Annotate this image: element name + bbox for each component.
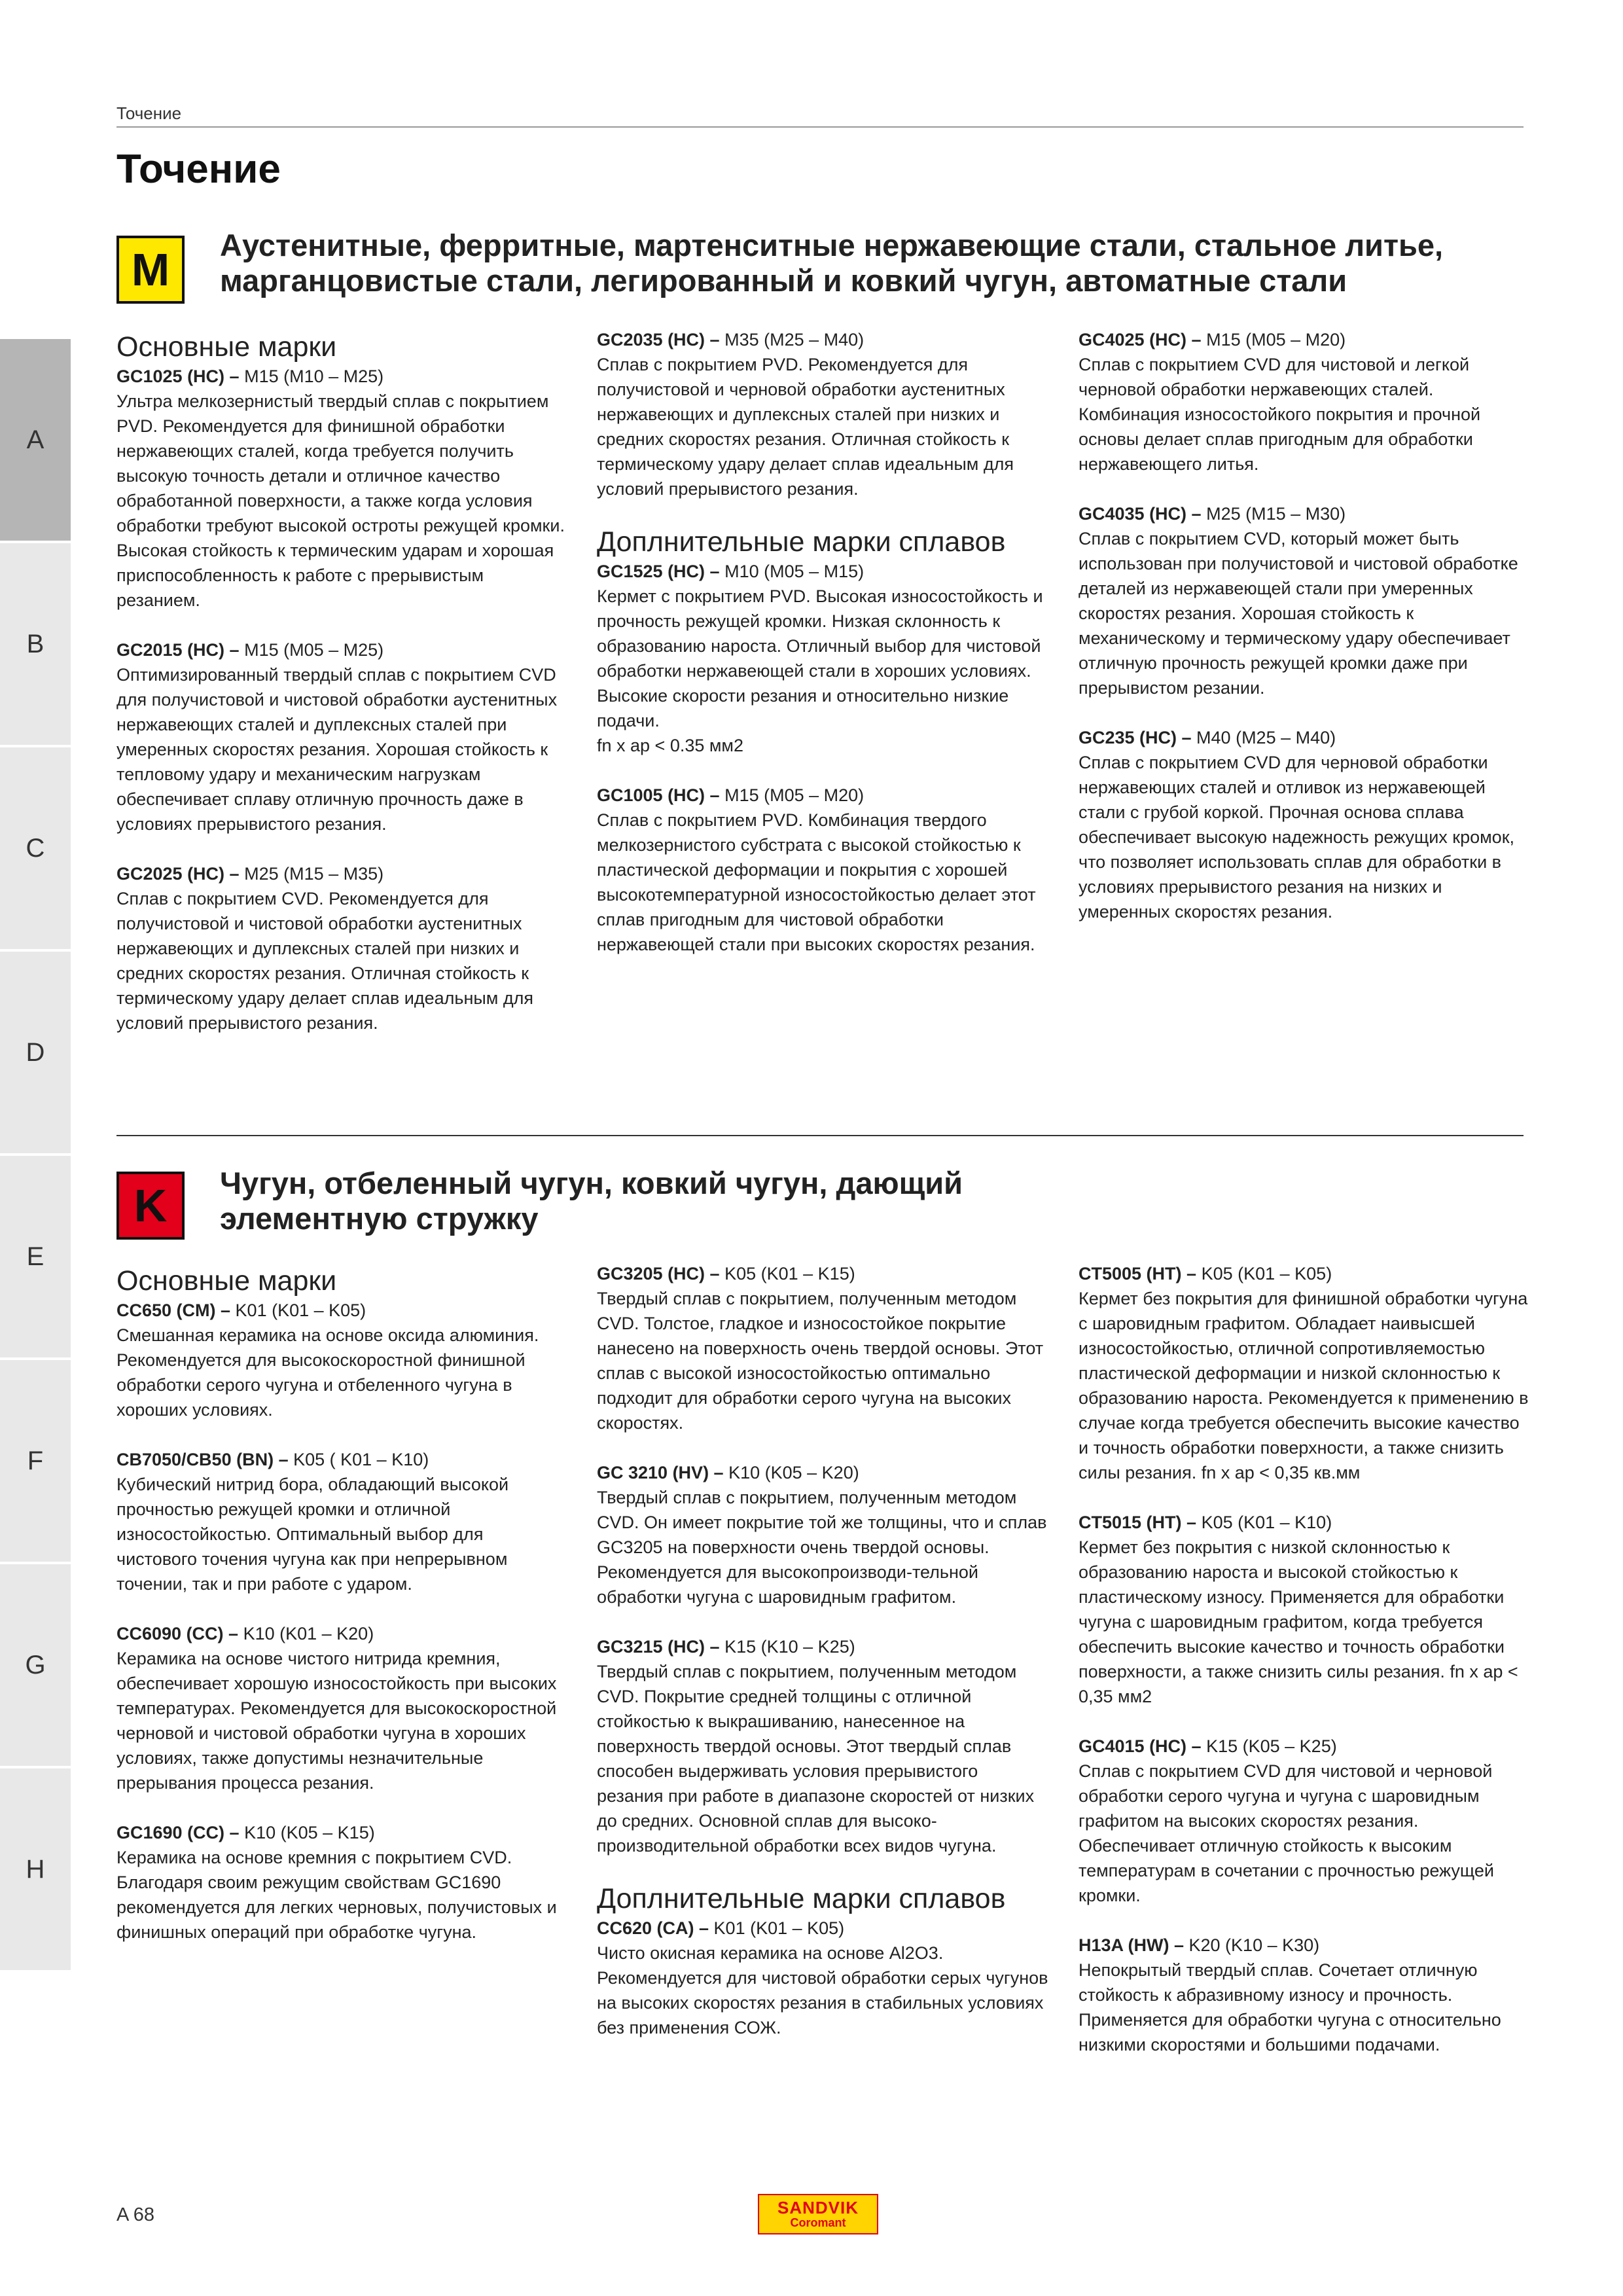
- grade-range: M25 (M15 – M35): [239, 864, 384, 884]
- grade-description: Твердый сплав с покрытием, полученным методом CVD. Толстое, гладкое и износостойкое покрытие нанесено на поверхность очень твердой основы. Этот сплав с высокой износостойкостью оптимально подходит для обработки серого чугуна на высоких скоростях.: [597, 1289, 1044, 1433]
- grade-code: GC235 (HC) –: [1079, 728, 1192, 747]
- grade-description: Оптимизированный твердый сплав с покрытием CVD для получистовой и чистовой обработки аустенитных нержавеющих сталей и дуплексных сталей при умеренных скоростях резания. Хорошая стойкость к тепловому удару и механическим нагрузкам обеспечивает сплаву отличную прочность даже в условиях прерывистого резания.: [116, 665, 558, 834]
- grade-code: GC1005 (HC) –: [597, 785, 720, 805]
- grade-code: GC4025 (HC) –: [1079, 330, 1202, 350]
- section-k-column-2: [597, 1261, 1048, 2065]
- subheading: Доплнительные марки сплавов: [597, 1883, 1006, 1914]
- grade-description: Кермет без покрытия для финишной обработки чугуна с шаровидным графитом. Обладает наивысшей износостойкостью, отличной сопротивляемостью пластической деформации и низкой склонностью к образованию нароста. Рекомендуется к применению в случае когда требуется обеспечить высокие качество и точность обработки поверхности, а также снизить силы резания. fn x ap < 0,35 кв.мм: [1079, 1289, 1529, 1482]
- grade-description: Непокрытый твердый сплав. Сочетает отличную стойкость к абразивному износу и прочность. Применяется для обработки чугуна с относительно низкими скоростями и большими подачами.: [1079, 1960, 1501, 2054]
- grade-description: Сплав с покрытием CVD для черновой обработки нержавеющих сталей и отливок из нержавеющей стали с грубой коркой. Прочная основа сплава обеспечивает высокую надежность режущих кромок, что позволяет использовать сплав для обработки в условиях прерывистого резания на низких и умеренных скоростях резания.: [1079, 753, 1515, 922]
- page-number: A 68: [116, 2204, 155, 2225]
- grade-entry: [1079, 1261, 1530, 1485]
- heading-line: Чугун, отбеленный чугун, ковкий чугун, дающий: [220, 1166, 963, 1200]
- material-badge-m: M: [116, 236, 185, 304]
- grade-entry: [1079, 327, 1530, 476]
- section-m-column-1: [116, 331, 568, 1060]
- side-tab-d[interactable]: D: [0, 952, 71, 1153]
- grade-note: fn x ap < 0.35 мм2: [597, 736, 744, 755]
- side-tab-e[interactable]: E: [0, 1156, 71, 1357]
- grade-range: M35 (M25 – M40): [719, 330, 865, 350]
- grade-description: Сплав с покрытием CVD. Рекомендуется для получистовой и чистовой обработки аустенитных нержавеющих и дуплексных сталей при низких и средних скоростях резания. Отличная стойкость к термическому удару делает сплав идеальным для условий прерывистого резания.: [116, 889, 533, 1033]
- section-heading-m: [220, 228, 1516, 298]
- section-m-column-2: [597, 327, 1048, 982]
- grade-range: K05 ( K01 – K10): [288, 1450, 429, 1469]
- grade-range: M40 (M25 – M40): [1191, 728, 1336, 747]
- grade-description: Сплав с покрытием PVD. Комбинация твердого мелкозернистого субстрата с высокой стойкостью к пластической деформации и покрытия с хорошей высокотемпературной износостойкостью делает этот сплав пригодным для чистовой обработки нержавеющей стали при высоких скоростях резания.: [597, 810, 1036, 954]
- section-heading-k: [220, 1166, 1516, 1236]
- grade-code: GC1690 (CC) –: [116, 1823, 240, 1842]
- grade-code: H13A (HW) –: [1079, 1935, 1185, 1955]
- grade-range: K05 (K01 – K15): [719, 1264, 855, 1283]
- grade-description: Сплав с покрытием CVD, который может быть использован при получистовой и чистовой обработке деталей из нержавеющей стали при умеренных скоростях резания. Хорошая стойкость к механическому и термическому удару обеспечивает отличную прочность режущей кромки даже при прерывистом резании.: [1079, 529, 1518, 698]
- grade-code: CT5005 (HT) –: [1079, 1264, 1197, 1283]
- grade-description: Твердый сплав с покрытием, полученным методом CVD. Он имеет покрытие той же толщины, что и сплав GC3205 на поверхности очень твердой основы. Рекомендуется для высокопроизводи-тельной обработки чугуна с шаровидным графитом.: [597, 1488, 1047, 1607]
- side-tab-b[interactable]: B: [0, 543, 71, 745]
- grade-entry: [116, 1298, 568, 1422]
- material-badge-k: K: [116, 1172, 185, 1240]
- logo-wordmark: SANDVIK: [777, 2198, 859, 2217]
- grade-code: GC4015 (HC) –: [1079, 1736, 1202, 1756]
- grade-code: GC2015 (HC) –: [116, 640, 240, 660]
- grade-code: GC1525 (HC) –: [597, 562, 720, 581]
- grade-description: Смешанная керамика на основе оксида алюминия. Рекомендуется для высокоскоростной финишной обработки серого чугуна и отбеленного чугуна в хороших условиях.: [116, 1325, 539, 1420]
- grade-description: Сплав с покрытием PVD. Рекомендуется для получистовой и черновой обработки аустенитных нержавеющих и дуплексных сталей при низких и средних скоростях резания. Отличная стойкость к термическому удару делает сплав идеальным для условий прерывистого резания.: [597, 355, 1014, 499]
- grade-range: M15 (M10 – M25): [239, 367, 384, 386]
- grade-entry: [597, 559, 1048, 758]
- grade-code: CC620 (CA) –: [597, 1918, 709, 1938]
- heading-line: элементную стружку: [220, 1201, 539, 1236]
- grade-code: CT5015 (HT) –: [1079, 1513, 1197, 1532]
- grade-code: GC1025 (HC) –: [116, 367, 240, 386]
- grade-range: K01 (K01 – K05): [709, 1918, 845, 1938]
- grade-description: Сплав с покрытием CVD для чистовой и черновой обработки серого чугуна и чугуна с шаровидным графитом на высоких скоростях резания. Обеспечивает отличную стойкость к высоким температурам в сочетании с прочностью режущей кромки.: [1079, 1761, 1494, 1905]
- grade-entry: [1079, 501, 1530, 700]
- grade-range: M10 (M05 – M15): [719, 562, 865, 581]
- grade-code: GC3205 (HC) –: [597, 1264, 720, 1283]
- grade-description: Твердый сплав с покрытием, полученным методом CVD. Покрытие средней толщины с отличной стойкостью к выкрашиванию, нанесенное на поверхность твердой основы. Этот твердый сплав способен выдерживать условия прерывистого резания при работе в диапазоне скоростей от низких до средних. Основной сплав для высоко-производительной обработки всех видов чугуна.: [597, 1662, 1035, 1856]
- grade-entry: [597, 1634, 1048, 1858]
- grade-description: Чисто окисная керамика на основе Al2O3. Рекомендуется для чистовой обработки серых чугунов на высоких скоростях резания в стабильных условиях без применения СОЖ.: [597, 1943, 1048, 2037]
- grade-code: GC2035 (HC) –: [597, 330, 720, 350]
- grade-entry: [597, 1261, 1048, 1435]
- section-m-column-3: [1079, 327, 1530, 949]
- grade-entry: [116, 637, 568, 836]
- sandvik-coromant-logo: [758, 2194, 878, 2234]
- grade-code: GC2025 (HC) –: [116, 864, 240, 884]
- grade-entry: [116, 1447, 568, 1596]
- grade-entry: [1079, 1734, 1530, 1908]
- header-divider: [116, 126, 1524, 128]
- grade-range: K15 (K05 – K25): [1201, 1736, 1337, 1756]
- grade-range: K05 (K01 – K10): [1196, 1513, 1332, 1532]
- grade-entry: [597, 1916, 1048, 2040]
- grade-entry: [597, 1460, 1048, 1609]
- grade-entry: [597, 327, 1048, 501]
- grade-description: Кермет с покрытием PVD. Высокая износостойкость и прочность режущей кромки. Низкая склонность к образованию нароста. Отличный выбор для чистовой обработки нержавеющей стали в хороших условиях. Высокие скорости резания и относительно низкие подачи.: [597, 586, 1043, 730]
- grade-range: M15 (M05 – M20): [719, 785, 865, 805]
- section-k-column-3: [1079, 1261, 1530, 2082]
- grade-entry: [597, 783, 1048, 957]
- side-tab-f[interactable]: F: [0, 1360, 71, 1562]
- grade-description: Кубический нитрид бора, обладающий высокой прочностью режущей кромки и отличной износостойкостью. Оптимальный выбор для чистового точения чугуна как при непрерывном точении, так и при работе с ударом.: [116, 1475, 509, 1594]
- side-tab-nav: [0, 339, 71, 1973]
- grade-range: K01 (K01 – K05): [230, 1300, 366, 1320]
- grade-range: M25 (M15 – M30): [1201, 504, 1346, 524]
- side-tab-h[interactable]: H: [0, 1768, 71, 1970]
- side-tab-c[interactable]: C: [0, 747, 71, 949]
- logo-subline: Coromant: [790, 2216, 846, 2229]
- subheading: Основные марки: [116, 331, 337, 363]
- grade-range: K05 (K01 – K05): [1196, 1264, 1332, 1283]
- grade-range: M15 (M05 – M25): [239, 640, 384, 660]
- grade-entry: [1079, 1510, 1530, 1709]
- grade-range: K10 (K01 – K20): [238, 1624, 374, 1643]
- grade-description: Сплав с покрытием CVD для чистовой и легкой черновой обработки нержавеющих сталей. Комбинация износостойкого покрытия и прочной основы делает сплав пригодным для обработки нержавеющего литья.: [1079, 355, 1481, 474]
- breadcrumb: Точение: [116, 103, 182, 123]
- grade-range: M15 (M05 – M20): [1201, 330, 1346, 350]
- page-title: Точение: [116, 147, 281, 192]
- grade-range: K15 (K10 – K25): [719, 1637, 855, 1657]
- grade-entry: [116, 1621, 568, 1795]
- grade-description: Ультра мелкозернистый твердый сплав с покрытием PVD. Рекомендуется для финишной обработки нержавеющих сталей, когда требуется получить высокую точность детали и отличное качество обработанной поверхности, а также когда условия обработки требуют высокой остроты режущей кромки. Высокая стойкость к термическим ударам и хорошая приспособленность к работе с прерывистым резанием.: [116, 391, 565, 610]
- grade-description: Кермет без покрытия с низкой склонностью к образованию нароста и высокой стойкостью к пластическому износу. Применяется для обработки чугуна с шаровидным графитом, когда требуется обеспечить высокие качество и точность обработки поверхности, а также снизить силы резания. fn x ap < 0,35 мм2: [1079, 1537, 1518, 1706]
- heading-line: Аустенитные, ферритные, мартенситные нержавеющие стали, стальное литье,: [220, 228, 1444, 262]
- section-k-column-1: [116, 1265, 568, 1969]
- grade-entry: [116, 1820, 568, 1945]
- grade-code: CC6090 (CC) –: [116, 1624, 239, 1643]
- grade-range: K20 (K10 – K30): [1184, 1935, 1320, 1955]
- section-divider: [116, 1135, 1524, 1136]
- grade-entry: [116, 364, 568, 613]
- grade-entry: [116, 861, 568, 1035]
- grade-description: Керамика на основе кремния с покрытием CVD. Благодаря своим режущим свойствам GC1690 рекомендуется для легких черновых, получистовых и финишных операций при обработке чугуна.: [116, 1848, 557, 1942]
- grade-range: K10 (K05 – K20): [723, 1463, 859, 1482]
- heading-line: марганцовистые стали, легированный и ковкий чугун, автоматные стали: [220, 263, 1347, 298]
- grade-code: GC3215 (HC) –: [597, 1637, 720, 1657]
- grade-description: Керамика на основе чистого нитрида кремния, обеспечивает хорошую износостойкость при высоких температурах. Рекомендуется для высокоскоростной черновой и чистовой обработки чугуна в хороших условиях, также допустимы незначительные прерывания процесса резания.: [116, 1649, 557, 1793]
- side-tab-a[interactable]: A: [0, 339, 71, 541]
- side-tab-g[interactable]: G: [0, 1564, 71, 1766]
- subheading: Основные марки: [116, 1265, 337, 1297]
- grade-code: CC650 (CM) –: [116, 1300, 231, 1320]
- grade-range: K10 (K05 – K15): [239, 1823, 375, 1842]
- subheading: Доплнительные марки сплавов: [597, 526, 1006, 558]
- grade-entry: [1079, 725, 1530, 924]
- grade-code: GC4035 (HC) –: [1079, 504, 1202, 524]
- grade-code: CB7050/CB50 (BN) –: [116, 1450, 289, 1469]
- grade-code: GC 3210 (HV) –: [597, 1463, 724, 1482]
- grade-entry: [1079, 1933, 1530, 2057]
